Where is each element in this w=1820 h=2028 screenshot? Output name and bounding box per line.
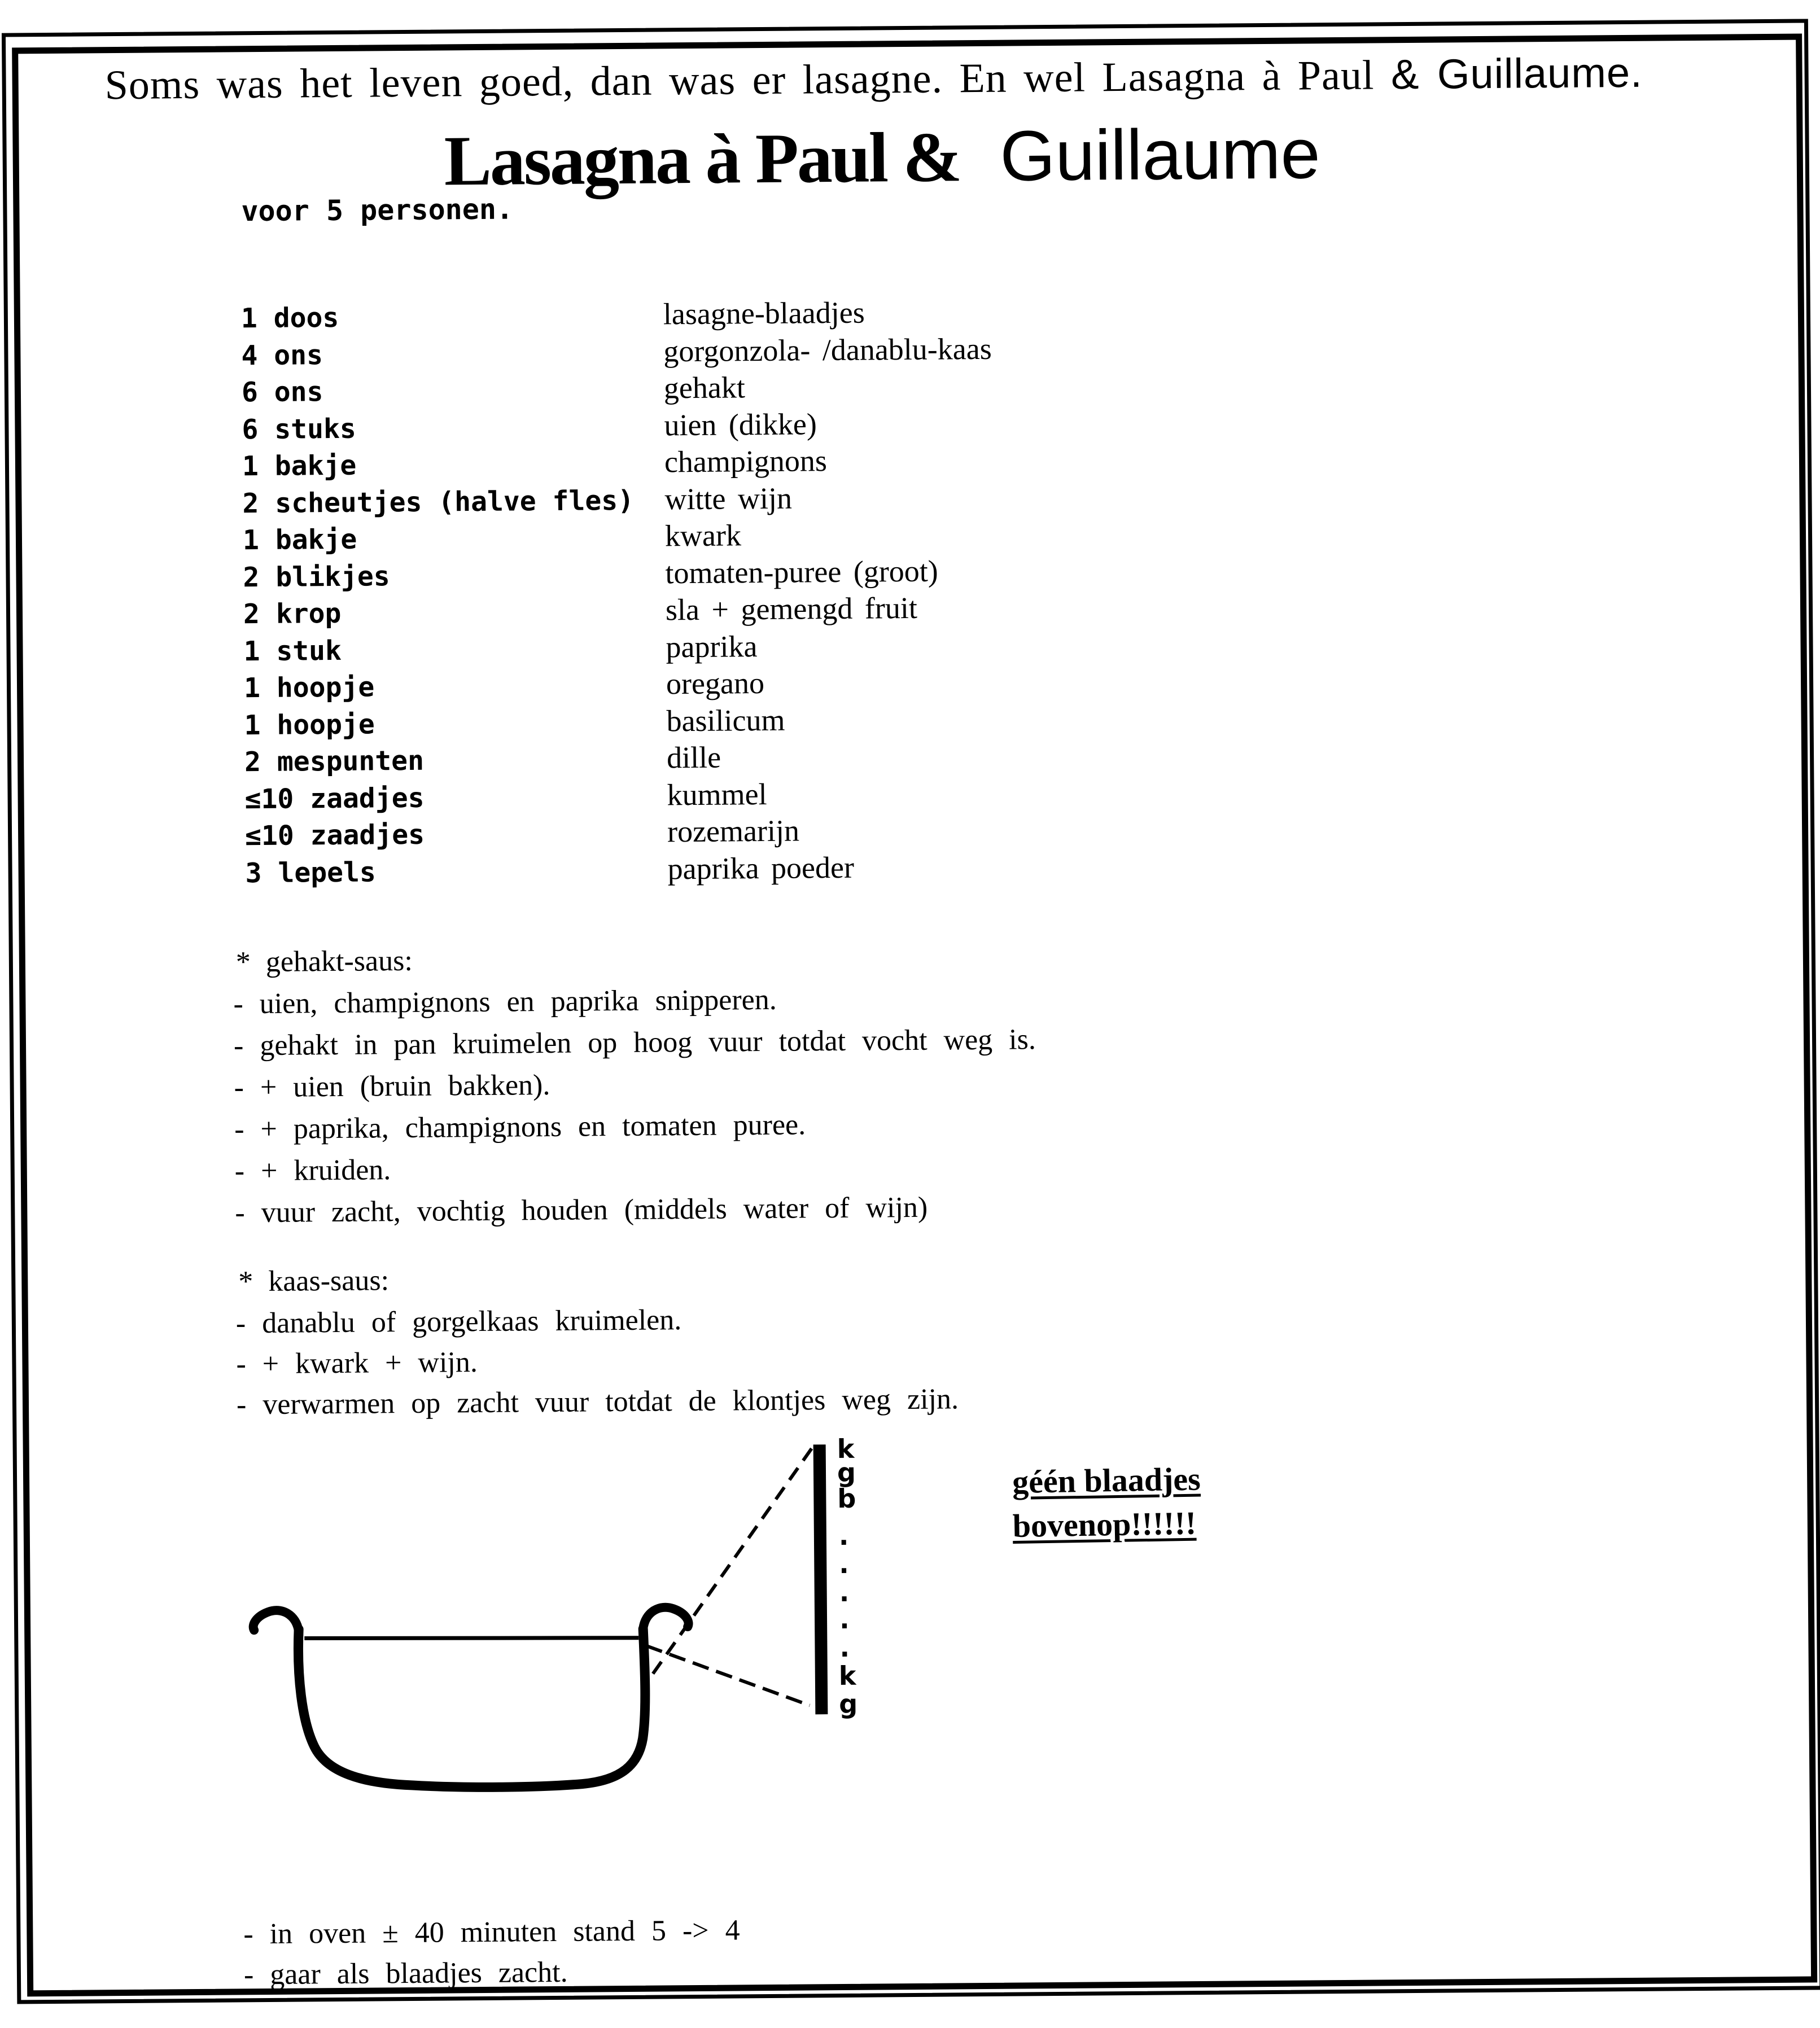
content-fill-line bbox=[304, 1636, 638, 1641]
ingredient-item: gorgonzola- /danablu-kaas bbox=[663, 331, 992, 369]
ingredient-item: champignons bbox=[664, 444, 828, 479]
layer-letter: g bbox=[839, 1688, 858, 1720]
ingredient-item: gehakt bbox=[663, 370, 746, 405]
ingredient-qty: 1 bakje bbox=[242, 523, 357, 557]
recipe-step: - verwarmen op zacht vuur totdat de klontjes weg zijn. bbox=[236, 1383, 959, 1421]
layer-letter: g bbox=[837, 1457, 856, 1488]
recipe-step: - + paprika, champignons en tomaten puree. bbox=[234, 1109, 806, 1146]
ingredient-qty: 1 doos bbox=[240, 301, 339, 335]
page-title bbox=[444, 112, 1320, 202]
ingredient-item: paprika poeder bbox=[667, 850, 855, 886]
layer-scale-bar bbox=[820, 1444, 822, 1714]
ingredient-qty: ≤10 zaadjes bbox=[244, 782, 425, 816]
title-sans-part: Guillaume bbox=[960, 113, 1321, 196]
pan-left-handle bbox=[253, 1610, 299, 1632]
ingredient-item: paprika bbox=[666, 629, 758, 664]
ingredient-qty: 6 ons bbox=[241, 376, 323, 409]
note-no-sheets-on-top-line2: bovenop!!!!!! bbox=[1012, 1504, 1197, 1545]
ingredient-qty: ≤10 zaadjes bbox=[244, 818, 425, 852]
layer-dot: . bbox=[839, 1604, 850, 1635]
layer-dot: . bbox=[838, 1520, 849, 1552]
pan-body-outline bbox=[298, 1627, 646, 1789]
ingredient-qty: 1 hoopje bbox=[243, 671, 375, 704]
ingredient-qty: 2 blikjes bbox=[243, 560, 390, 594]
recipe-step: - + kwark + wijn. bbox=[236, 1346, 478, 1381]
ingredient-qty: 6 stuks bbox=[242, 413, 356, 446]
zoom-dash-top bbox=[641, 1448, 813, 1688]
layer-dot: . bbox=[839, 1548, 849, 1580]
tagline-serif-part: Soms was het leven goed, dan was er lasagne. En wel Lasagna à Paul bbox=[104, 52, 1392, 109]
ingredient-item: sla + gemengd fruit bbox=[665, 590, 918, 627]
ingredient-qty: 1 stuk bbox=[243, 634, 342, 668]
ingredient-item: uien (dikke) bbox=[664, 407, 817, 443]
layer-dot: . bbox=[839, 1576, 850, 1608]
oven-instruction: - in oven ± 40 minuten stand 5 -> 4 bbox=[243, 1914, 740, 1951]
ingredient-item: basilicum bbox=[666, 703, 785, 738]
ingredient-qty: 1 bakje bbox=[242, 449, 357, 483]
ingredient-qty: 2 scheutjes (halve fles) bbox=[242, 484, 635, 520]
recipe-step: - + kruiden. bbox=[234, 1154, 391, 1188]
recipe-step: - + uien (bruin bakken). bbox=[234, 1069, 550, 1104]
ingredient-qty: 4 ons bbox=[241, 339, 323, 372]
ingredient-item: kwark bbox=[664, 518, 742, 553]
tagline-sans-part: & Guillaume. bbox=[1390, 49, 1643, 98]
ingredient-qty: 1 hoopje bbox=[244, 708, 375, 742]
pan-diagram bbox=[217, 1422, 886, 1800]
ingredient-item: lasagne-blaadjes bbox=[663, 295, 865, 331]
ingredient-item: rozemarijn bbox=[667, 813, 800, 849]
layer-letter: b bbox=[837, 1483, 856, 1514]
layer-letter: k bbox=[838, 1660, 856, 1692]
ingredient-qty: 3 lepels bbox=[245, 856, 377, 890]
recipe-step: - gehakt in pan kruimelen op hoog vuur totdat vocht weg is. bbox=[233, 1023, 1036, 1062]
ingredient-item: witte wijn bbox=[664, 481, 793, 516]
ingredient-item: kummel bbox=[667, 777, 767, 812]
recipe-step: - uien, champignons en paprika snipperen. bbox=[233, 983, 777, 1020]
recipe-step: - danablu of gorgelkaas kruimelen. bbox=[235, 1304, 682, 1340]
serving-size: voor 5 personen. bbox=[241, 192, 514, 228]
ingredient-item: dille bbox=[666, 740, 721, 775]
doneness-instruction: - gaar als blaadjes zacht. bbox=[243, 1956, 568, 1991]
recipe-step: - vuur zacht, vochtig houden (middels water of wijn) bbox=[235, 1191, 928, 1229]
title-serif-part: Lasagna à Paul & bbox=[444, 118, 961, 201]
ingredient-item: tomaten-puree (groot) bbox=[665, 554, 939, 590]
ingredient-qty: 2 mespunten bbox=[244, 744, 425, 778]
ingredient-qty: 2 krop bbox=[243, 597, 342, 630]
pan-right-handle bbox=[643, 1607, 689, 1628]
note-no-sheets-on-top-line1: géén blaadjes bbox=[1012, 1460, 1201, 1501]
section-header-kaas-saus: * kaas-saus: bbox=[238, 1264, 390, 1298]
section-header-gehakt-saus: * gehakt-saus: bbox=[235, 944, 413, 979]
ingredient-item: oregano bbox=[666, 666, 765, 701]
zoom-dash-bottom bbox=[646, 1644, 810, 1706]
layer-dot: . bbox=[839, 1632, 850, 1663]
layer-letter: k bbox=[837, 1433, 855, 1465]
